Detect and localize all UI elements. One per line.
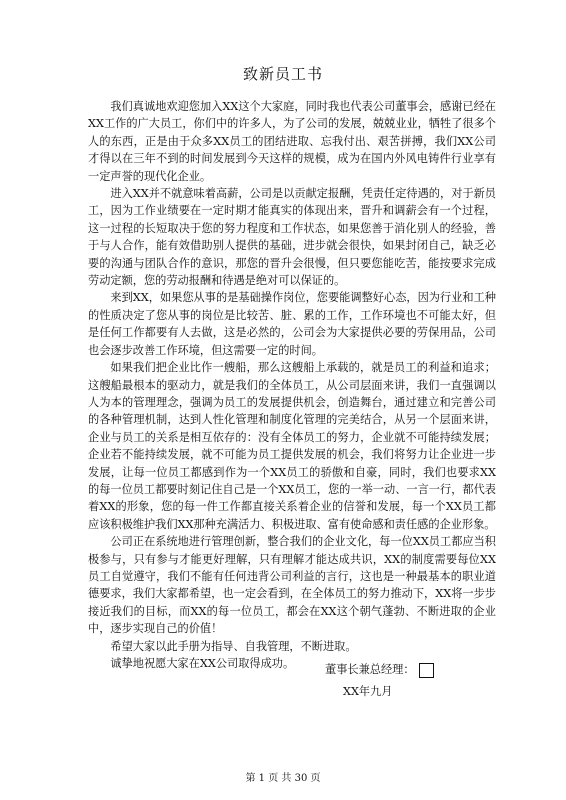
paragraph: 来到XX，如果您从事的是基础操作岗位，您要能调整好心态，因为行业和工种的性质决定了您从事的岗位是比较苦、脏、累的工作，工作环境也不可能太好，但是任何工作都要有人去做，这是必然的，公司会为大家提供必要的劳保用品，公司也会逐步改善工作环境，但这需要一定的时间。	[88, 291, 496, 357]
paragraph: 我们真诚地欢迎您加入XX这个大家庭，同时我也代表公司董事会，感谢已经在XX工作的广大员工，你们中的许多人，为了公司的发展，兢兢业业，牺牲了很多个人的东西，正是由于众多XX员工的团结进取、忘我付出、艰苦拼搏，我们XX公司才得以在三年不到的时间发展到今天这样的规模，成为在国内外风电铸件行业享有一定声誉的现代化企业。	[88, 100, 496, 183]
signature-block	[325, 661, 434, 679]
signature-label: 董事长兼总经理：	[325, 663, 415, 676]
paragraph: 进入XX并不就意味着高薪，公司是以贡献定报酬，凭责任定待遇的，对于新员工，因为工作业绩要在一定时期才能真实的体现出来，晋升和调薪会有一个过程，这一过程的长短取决于您的努力程度和工作状态，如果您善于消化别人的经验，善于与人合作，能有效借助别人提供的基础，进步就会很快，如果封闭自己，缺乏必要的沟通与团队合作的意识，那您的晋升会很慢，但只要您能吃苦，能按要求完成劳动定额，您的劳动报酬和待遇是绝对可以保证的。	[88, 187, 496, 288]
letter-body	[88, 98, 496, 672]
signature-box	[419, 663, 434, 678]
paragraph: 诚挚地祝愿大家在XX公司取得成功。	[110, 657, 295, 670]
page-footer: 第 1 页 共 30 页	[245, 773, 321, 784]
signature-date: XX年九月	[343, 685, 393, 698]
document-title: 致新员工书	[242, 65, 323, 83]
paragraph: 公司正在系统地进行管理创新，整合我们的企业文化，每一位XX员工都应当积极参与，只有参与才能更好理解，只有理解才能达成共识，XX的制度需要每位XX员工自觉遵守，我们不能有任何违背公司利益的言行，这也是一种最基本的职业道德要求，我们大家都希望，也一定会看到，在全体员工的努力推动下，XX将一步步接近我们的目标，而XX的每一位员工，都会在XX这个朝气蓬勃、不断进取的企业中，逐步实现自己的价值！	[88, 535, 496, 636]
paragraph: 希望大家以此手册为指导、自我管理，不断进取。	[110, 639, 357, 653]
paragraph: 如果我们把企业比作一艘船，那么这艘船上承载的，就是员工的利益和追求；这艘船最根本的驱动力，就是我们的全体员工，从公司层面来讲，我们一直强调以人为本的管理理念，强调为员工的发展提供机会，创造舞台，通过建立和完善公司的各种管理机制，达到人性化管理和制度化管理的完美结合，从另一个层面来讲，企业与员工的关系是相互依存的：没有全体员工的努力，企业就不可能持续发展；企业若不能持续发展，就不可能为员工提供发展的机会，我们将努力让企业进一步发展，让每一位员工都感到作为一个XX员工的骄傲和自豪，同时，我们也要求XX的每一位员工都要时刻记住自己是一个XX员工，您的一举一动、一言一行，都代表着XX的形象，您的每一件工作都直接关系着企业的信誉和发展，每一个XX员工都应该积极维护我们XX那种充满活力、积极进取、富有使命感和责任感的企业形象。	[88, 361, 496, 531]
